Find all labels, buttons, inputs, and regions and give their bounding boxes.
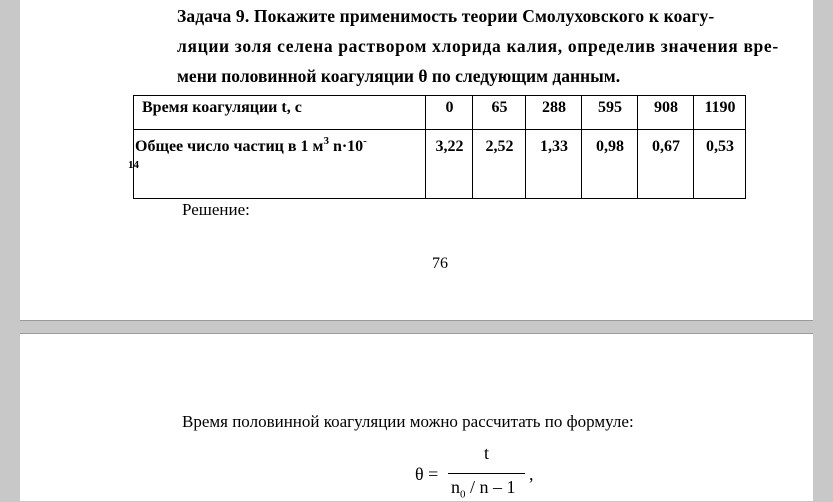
table-row-count <box>134 130 746 199</box>
table-cell: 908 <box>638 96 694 130</box>
row-label-time: Время коагуляции t, с <box>134 96 426 130</box>
row-label-count <box>128 130 426 199</box>
row-label-count-main: Общее число частиц в 1 м <box>135 138 324 155</box>
table-cell: 595 <box>582 96 638 130</box>
task-line-2: ляции золя селена раствором хлорида калия, определив значения вре- <box>177 36 779 56</box>
denom-sub: 0 <box>460 488 466 501</box>
denom-n: n <box>451 477 460 497</box>
table-row-time <box>134 96 746 130</box>
formula-comma: , <box>529 464 534 484</box>
data-table <box>128 95 746 199</box>
table-cell: 0,53 <box>694 130 746 199</box>
task-line-3: мени половинной коагуляции θ по следующим данным. <box>177 66 621 86</box>
table-cell: 1190 <box>694 96 746 130</box>
table-cell: 0 <box>426 96 473 130</box>
page-77 <box>20 333 813 501</box>
solution-heading: Решение: <box>182 200 250 219</box>
table-cell: 2,52 <box>473 130 526 199</box>
row-label-count-exp: - <box>363 135 367 147</box>
table-cell: 288 <box>526 96 582 130</box>
task-line-1: Задача 9. Покажите применимость теории Смолуховского к коагу- <box>177 6 715 26</box>
task-statement <box>177 1 779 91</box>
row-label-count-exp-digits: 14 <box>128 159 139 171</box>
formula-lhs: θ = <box>415 464 439 484</box>
fraction-bar <box>448 473 525 474</box>
table-cell: 0,98 <box>582 130 638 199</box>
denom-rest: / n – 1 <box>465 477 516 497</box>
page-76 <box>20 0 813 321</box>
formula-intro: Время половинной коагуляции можно рассчитать по формуле: <box>182 412 634 431</box>
table-cell: 65 <box>473 96 526 130</box>
page-number: 76 <box>432 255 448 272</box>
formula-numerator: t <box>483 443 489 463</box>
row-label-count-sup: 3 <box>323 135 329 147</box>
formula-denominator <box>451 477 516 501</box>
table-cell: 0,67 <box>638 130 694 199</box>
table-cell: 1,33 <box>526 130 582 199</box>
table-cell: 3,22 <box>426 130 473 199</box>
row-label-count-mid: n·10 <box>328 138 364 155</box>
